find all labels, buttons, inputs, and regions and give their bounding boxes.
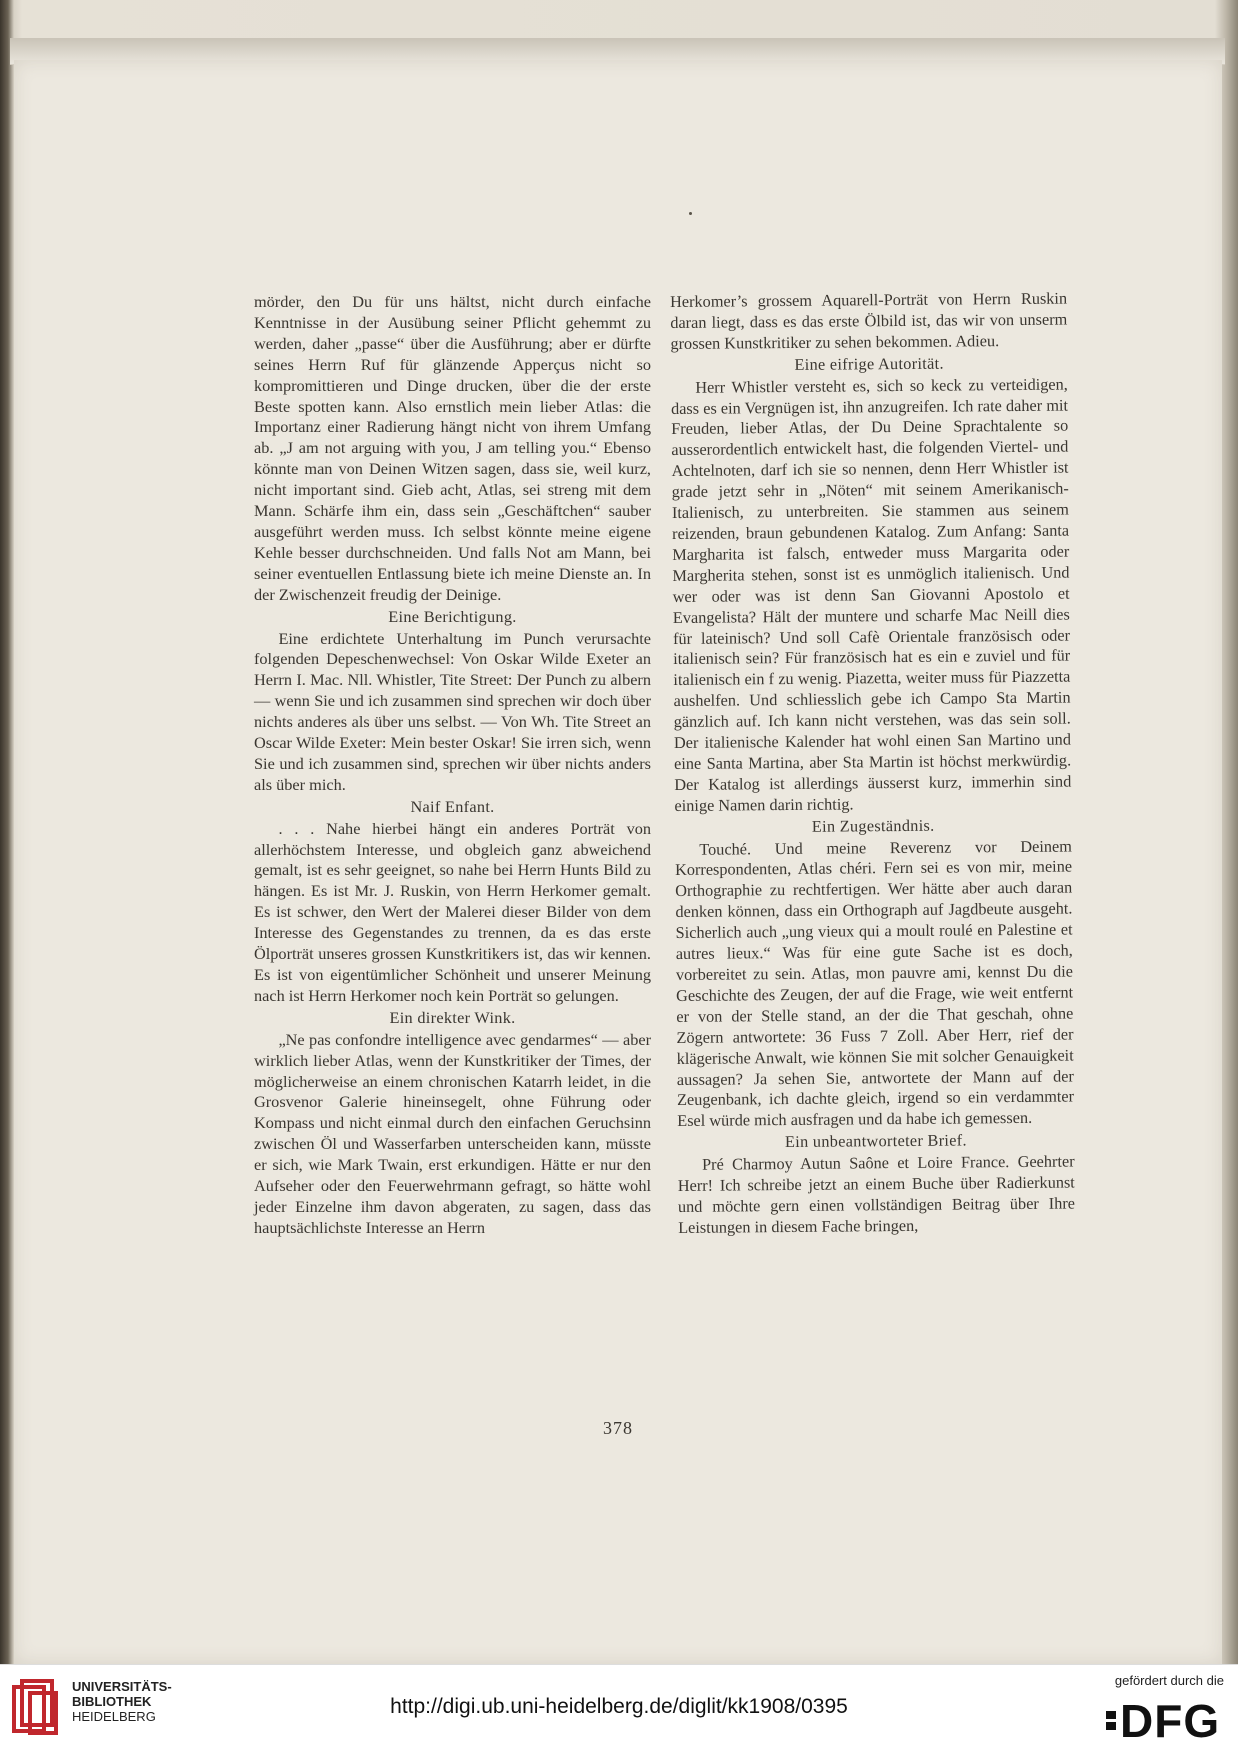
library-line: UNIVERSITÄTS- [72, 1679, 172, 1694]
paragraph: mörder, den Du für uns hältst, nicht durch einfache Kenntnisse in der Ausübung seiner Pflicht gehemmt zu werden, daher „passe“ über die Ausführung; aber er dürfte seines Herrn Ruf für glänzende Apperçus nicht so kompromittieren und Dinge drucken, über die der erste Beste spotten kann. Also ernstlich mein lieber Atlas: die Importanz einer Radierung hängt nicht von ihrem Umfang ab. „J am not arguing with you, J am telling you.“ Ebenso könnte man von Deinen Witzen sagen, dass sie, weil kurz, nicht important sind. Gieb acht, Atlas, sei streng mit dem Mann. Schärfe ihm ein, dass sein „Geschäftchen“ sauber ausgeführt werden muss. Ich selbst könnte meine eigene Kehle besser durchschneiden. Und falls Not am Mann, bei seiner eventuellen Entlassung biete ich meine Dienste an. In der Zwischenzeit freudig der Deinige. [254, 292, 651, 604]
section-heading: Ein direkter Wink. [389, 1007, 516, 1027]
book-page [14, 60, 1222, 1664]
footer-bar [0, 1664, 1238, 1754]
funder-name: DFG [1120, 1695, 1221, 1743]
left-column [254, 292, 651, 1239]
paragraph: . . . Nahe hierbei hängt ein anderes Porträt von allerhöchstem Interesse, und obgleich ganz abweichend gemalt, ist es sehr geeignet, so nahe bei Herrn Hunts Bild zu hängen. Es ist Mr. J. Ruskin, von Herrn Herkomer gemalt. Es ist schwer, den Wert der Malerei dieser Bilder von dem Interesse des Gegenstandes zu trennen, da es das erste Ölporträt unseres grossen Kunstkritikers ist, das wir kennen. Es ist von eigentümlicher Schönheit und unserer Meinung nach ist Herrn Herkomer noch kein Porträt so gelungen. [254, 818, 651, 1005]
ink-speck [689, 212, 692, 215]
paragraph: Eine erdichtete Unterhaltung im Punch verursachte folgenden Depeschenwechsel: Von Oskar Wilde Exeter an Herrn I. Mac. Nll. Whistler, Tite Street: Der Punch zu albern — wenn Sie und ich zusammen sind sprechen wir doch über nichts anderes als über uns selbst. — Von Wh. Tite Street an Oscar Wilde Exeter: Mein bester Oskar! Sie irren sich, wenn Sie und ich zusammen sind, sprechen wir über nichts anders als über mich. [254, 628, 651, 794]
paragraph: Herkomer’s grossem Aquarell-Porträt von Herrn Ruskin daran liegt, dass es das erste Ölbild ist, das wir von unserm grossen Kunstkritiker zu sehen bekommen. Adieu. [670, 288, 1068, 353]
paragraph: „Ne pas confondre intelligence avec gendarmes“ — aber wirklich lieber Atlas, wenn der Kunstkritiker der Times, der möglicherweise an einem chronischen Katarrh leidet, in die Grosvenor Galerie hineinsegelt, ohne Führung oder Kompass und nicht einmal durch den einfachen Geruchsinn zwischen Öl und Wasserfarben unterscheiden kann, müsste er sich, wie Mark Twain, erst erkundigen. Hätte er nur den Aufseher oder den Feuerwehrmann gefragt, so hätte wohl jeder Einzelne ihm davon abgeraten, zu sagen, dass das hauptsächlichste Interesse an Herrn [254, 1029, 651, 1237]
section-heading: Naif Enfant. [410, 796, 495, 816]
permalink-url[interactable]: http://digi.ub.uni-heidelberg.de/diglit/kk1908/0395 [390, 1695, 848, 1718]
library-line: HEIDELBERG [72, 1709, 156, 1724]
right-column [670, 289, 1075, 1239]
section-heading: Ein Zugeständnis. [811, 815, 935, 836]
paragraph: Herr Whistler versteht es, sich so keck zu verteidigen, dass es ein Vergnügen ist, ihn anzugreifen. Ich rate daher mit Freuden, lieber Atlas, der Du Deine Sprachtalente so ausserordentlich entwickelt hast, die folgenden Viertel- und Achtelnoten, darf ich sie so nennen, denn Herr Whistler ist grade jetzt sehr in „Nöten“ mit seinem Amerikanisch-Italienisch, zu unterbreiten. Sie stammen aus seinem reizenden, braun gebundenen Katalog. Zum Anfang: Santa Margharita ist falsch, entweder muss Margarita oder Margherita stehen, sonst ist es unmöglich italienisch. Und wer oder was ist denn San Giovanni Apostolo et Evangelista? Hält der muntere und scharfe Mac Neill dies für lateinisch? Und soll Cafè Orientale französisch oder italienisch sein? Für französisch hat es ein e zuviel und für italienisch ein f zu wenig. Piazetta, weiter muss für Piazzetta aushelfen. Und schliesslich gebe ich Campo Sta Martin gänzlich auf. Ich kann nicht verstehen, was das sein soll. Der italienische Kalender hat wohl einen San Martino und eine Santa Martina, aber Sta Martin ist höchst merkwürdig. Der Katalog ist allerdings äusserst kurz, immerhin sind einige Namen darin richtig. [670, 374, 1072, 815]
funding-label: gefördert durch die [1114, 1673, 1224, 1688]
dfg-logo-icon[interactable] [1106, 1695, 1224, 1743]
paragraph: Touché. Und meine Reverenz vor Deinem Korrespondenten, Atlas chéri. Fern sei es von mir, meine Orthographie zu rechtfertigen. Wer hätte aber auch daran denken können, dass ein Orthograph auf Jagdbeute ausgeht. Sicherlich auch „ung vieux qui a moult roulé en Palestine et autres lieux.“ Was für eine gute Sache ist es doch, vorbereitet zu sein. Atlas, mon pauvre ami, kennst Du die Geschichte des Zeugen, der auf die Frage, wie weit entfernt er von der Stelle stand, an der die That geschah, ohne Zögern antwortete: 36 Fuss 7 Zoll. Aber Herr, rief der klägerische Anwalt, wie können Sie mit solcher Genauigkeit aussagen? Ja sehen Sie, antwortete der Mann auf der Zeugenbank, ich dachte gleich, irgend so ein verdammter Esel würde mich ausfragen und da habe ich gemessen. [674, 836, 1075, 1131]
paragraph: Pré Charmoy Autun Saône et Loire France. Geehrter Herr! Ich schreibe jetzt an einem Buche über Radierkunst und möchte gern einen vollständigen Beitrag über Ihre Leistungen in diesem Fache bringen, [677, 1151, 1076, 1237]
section-heading: Ein unbeantworteter Brief. [784, 1130, 967, 1152]
library-line: BIBLIOTHEK [72, 1694, 152, 1709]
section-heading: Eine Berichtigung. [388, 606, 517, 626]
page-number: 378 [603, 1418, 633, 1438]
section-heading: Eine eifrige Autorität. [794, 353, 944, 374]
